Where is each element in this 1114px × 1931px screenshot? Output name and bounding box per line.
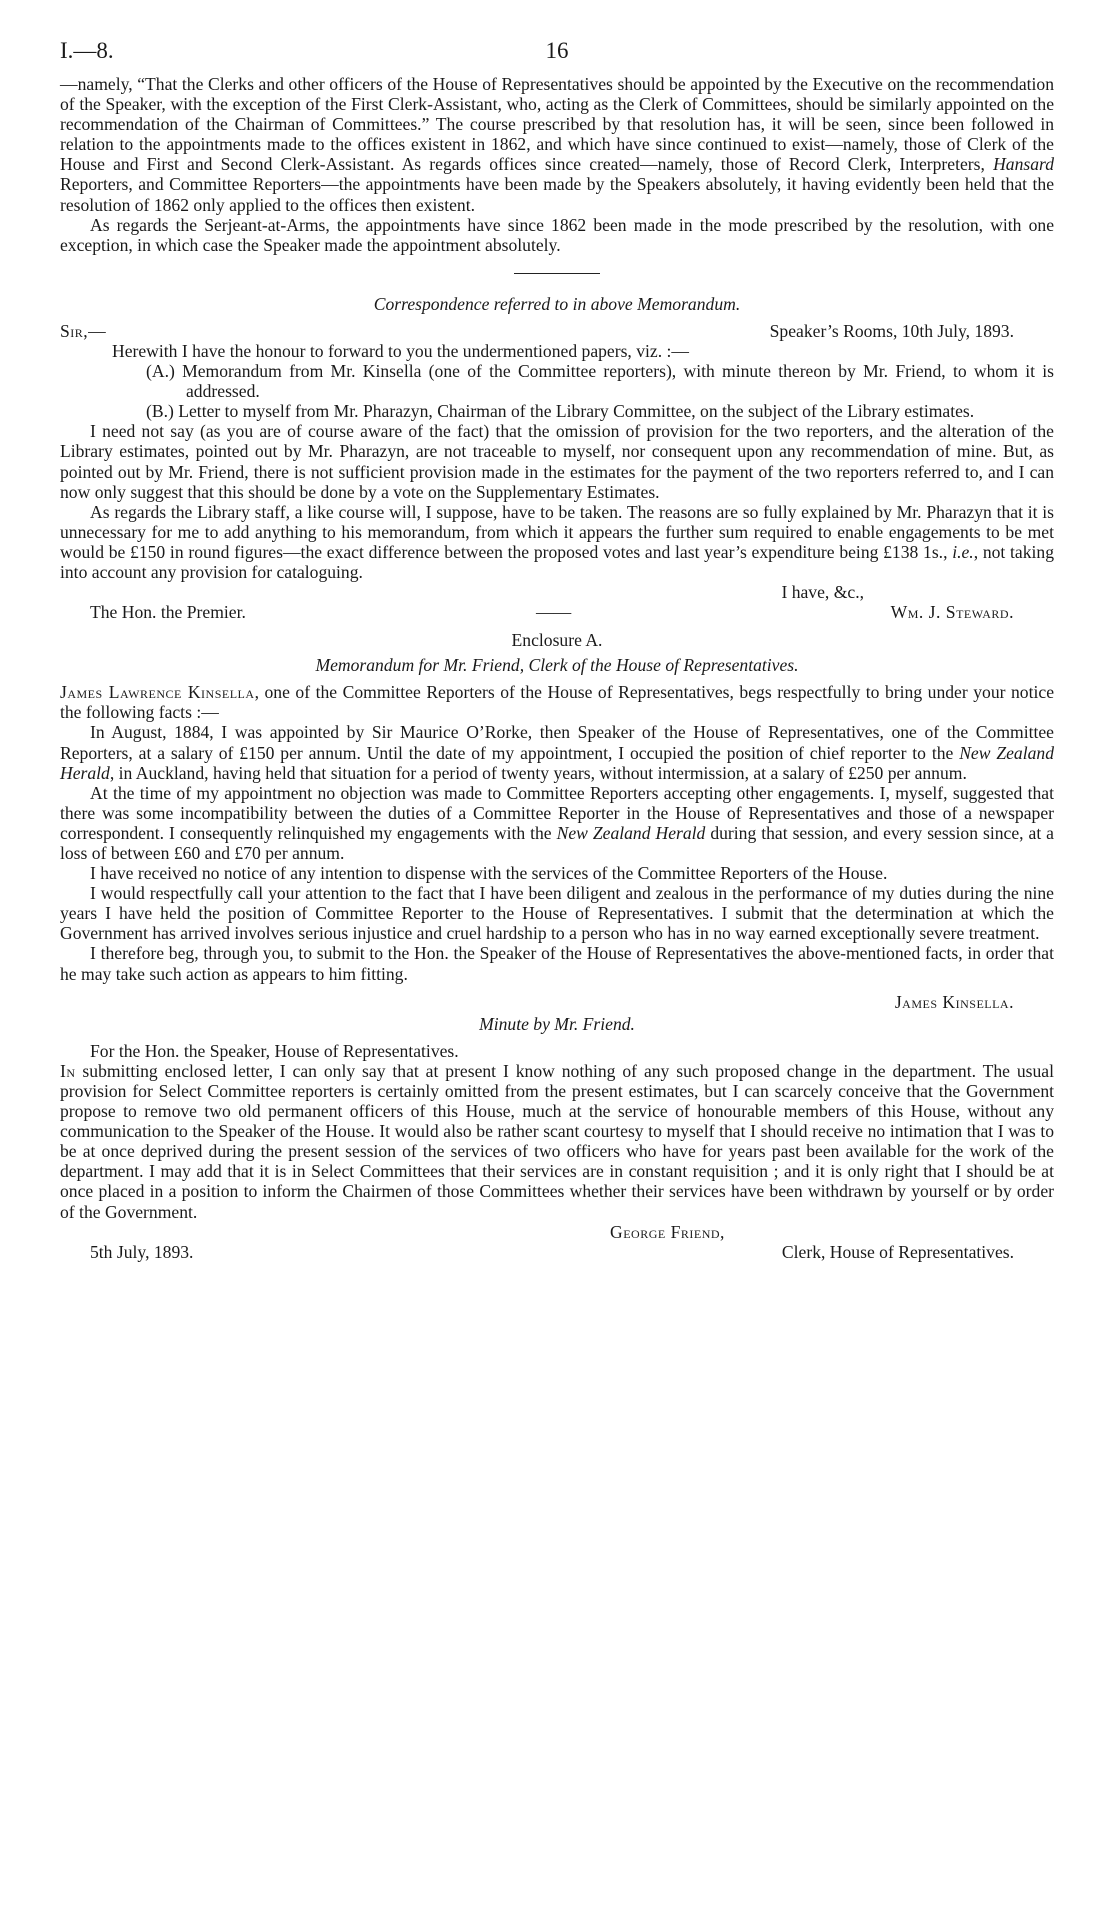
minute-heading: Minute by Mr. Friend. <box>479 1013 635 1034</box>
minute-paragraph: In submitting enclosed letter, I can only say that at present I know nothing of any such proposed change in the department. The usual provision for Select Committee reporters is certainly omitted from the present estimates, but I can scarcely conceive that the Government propose to remove two old permanent officers of this House, much at the service of honourable members of this House, without any communication to the Speaker of the House. It would also be rather scant courtesy to myself that I should receive no intimation that I was to be at once deprived during the present session of the services of two officers who have for years past been available for the work of the department. I may add that it is in Select Committees that their services are in constant requisition ; and it is only right that I should be at once placed in a position to inform the Chairmen of those Committees whether their services have been withdrawn by yourself or by order of the Government. <box>60 1060 1054 1222</box>
addressee: The Hon. the Premier. <box>90 602 246 623</box>
minute-address: For the Hon. the Speaker, House of Representatives. <box>90 1040 459 1061</box>
minute-date: 5th July, 1893. <box>90 1241 194 1262</box>
minute-signature-row <box>60 1222 1054 1242</box>
letter-paragraph-3: As regards the Library staff, a like course will, I suppose, have to be taken. The reasons are so fully explained by Mr. Pharazyn that it is unnecessary for me to add anything to his memorandum, from which it appears the further sum required to enable engagements to be met would be £150 in round figures—the exact difference between the proposed votes and last year’s expenditure being £138 1s., i.e., not taking into account any provision for cataloguing. <box>60 501 1054 582</box>
page-header <box>60 38 1054 74</box>
minute-date-row <box>60 1242 1054 1262</box>
letter-opening-row <box>60 321 1054 341</box>
document-reference: I.—8. <box>60 38 114 63</box>
enclosure-paragraph-4: I have received no notice of any intention to dispense with the services of the Committee Reporters of the House. <box>90 863 888 884</box>
enclosure-paragraph-6: I therefore beg, through you, to submit to the Hon. the Speaker of the House of Representatives the above-mentioned facts, in order that he may take such action as appears to him fitting. <box>60 943 1054 984</box>
enclosure-paragraph-5: I would respectfully call your attention to the fact that I have been diligent and zealous in the performance of my duties during the nine years I have held the position of Committee Reporter to the House of Representatives. I submit that the determination at which the Government has arrived involves serious injustice and cruel hardship to a person who has in no way earned exceptionally severe treatment. <box>60 883 1054 944</box>
document-page <box>60 38 1054 1262</box>
closing: I have, &c., <box>781 582 864 603</box>
signature-steward: Wm. J. Steward. <box>890 602 1014 623</box>
letter-paragraph-2: I need not say (as you are of course aware of the fact) that the omission of provision for the two reporters, and the alteration of the Library estimates, pointed out by Mr. Pharazyn, are not traceable to myself, nor consequent upon any recommendation of mine. But, as pointed out by Mr. Friend, there is not sufficient provision made in the estimates for the payment of the two reporters referred to, and I can now only suggest that this should be done by a vote on the Supplementary Estimates. <box>60 421 1054 502</box>
dash-separator: —— <box>536 602 572 623</box>
intro-paragraph-1: —namely, “That the Clerks and other officers of the House of Representatives should be appointed by the Executive on the recommendation of the Speaker, with the exception of the First Clerk-Assistant, who, acting as the Clerk of Committees, should be similarly appointed on the recommendation of the Chairman of Committees.” The course prescribed by that resolution has, it will be seen, since been followed in relation to the appointments made to the offices existent in 1862, and which have since continued to exist—namely, those of Clerk of the House and First and Second Clerk-Assistant. As regards offices since created—namely, those of Record Clerk, Interpreters, Hansard Reporters, and Committee Reporters—the appointments have been made by the Speakers absolutely, it having evidently been held that the resolution of 1862 only applied to the offices then existent. <box>60 74 1054 215</box>
enclosure-paragraph-2: In August, 1884, I was appointed by Sir Maurice O’Rorke, then Speaker of the House of Representatives, one of the Committee Reporters, at a salary of £150 per annum. Until the date of my appointment, I occupied the position of chief reporter to the New Zealand Herald, in Auckland, having held that situation for a period of twenty years, without intermission, at a salary of £250 per annum. <box>60 722 1054 783</box>
minute-title: Clerk, House of Representatives. <box>781 1241 1014 1262</box>
section-divider <box>514 273 600 274</box>
enclosure-paragraph-3: At the time of my appointment no objection was made to Committee Reporters accepting other engagements. I, myself, suggested that there was some incompatibility between the duties of a Committee Reporter in the House of Representatives and those of a newspaper correspondent. I consequently relinquished my engagements with the New Zealand Herald during that session, and every session since, at a loss of between £60 and £70 per annum. <box>60 782 1054 863</box>
intro-paragraph-2: As regards the Serjeant-at-Arms, the appointments have since 1862 been made in the mode prescribed by the resolution, with one exception, in which case the Speaker made the appointment absolutely. <box>60 214 1054 255</box>
signature-row <box>60 602 1054 622</box>
hansard-italic: Hansard <box>993 154 1054 175</box>
page-number: 16 <box>545 38 569 63</box>
enclosure-paragraph-1: James Lawrence Kinsella, one of the Committee Reporters of the House of Representatives, begs respectfully to bring under your notice the following facts :— <box>60 682 1054 723</box>
closing-row <box>60 582 1054 602</box>
correspondence-heading: Correspondence referred to in above Memorandum. <box>373 293 741 314</box>
letter-item-a: (A.) Memorandum from Mr. Kinsella (one of the Committee reporters), with minute thereon by Mr. Friend, to whom it is addressed. <box>146 361 1054 402</box>
letter-paragraph-1: Herewith I have the honour to forward to you the undermentioned papers, viz. :— <box>112 340 690 361</box>
signature-kinsella: James Kinsella. <box>894 991 1014 1012</box>
salutation: Sir,— <box>60 320 107 341</box>
signature-friend: George Friend, <box>610 1221 725 1242</box>
place-date: Speaker’s Rooms, 10th July, 1893. <box>769 320 1014 341</box>
enclosure-a-heading: Enclosure A. <box>511 630 603 651</box>
letter-item-b: (B.) Letter to myself from Mr. Pharazyn, Chairman of the Library Committee, on the subject of the Library estimates. <box>146 401 975 422</box>
enclosure-a-subheading: Memorandum for Mr. Friend, Clerk of the House of Representatives. <box>315 655 799 676</box>
